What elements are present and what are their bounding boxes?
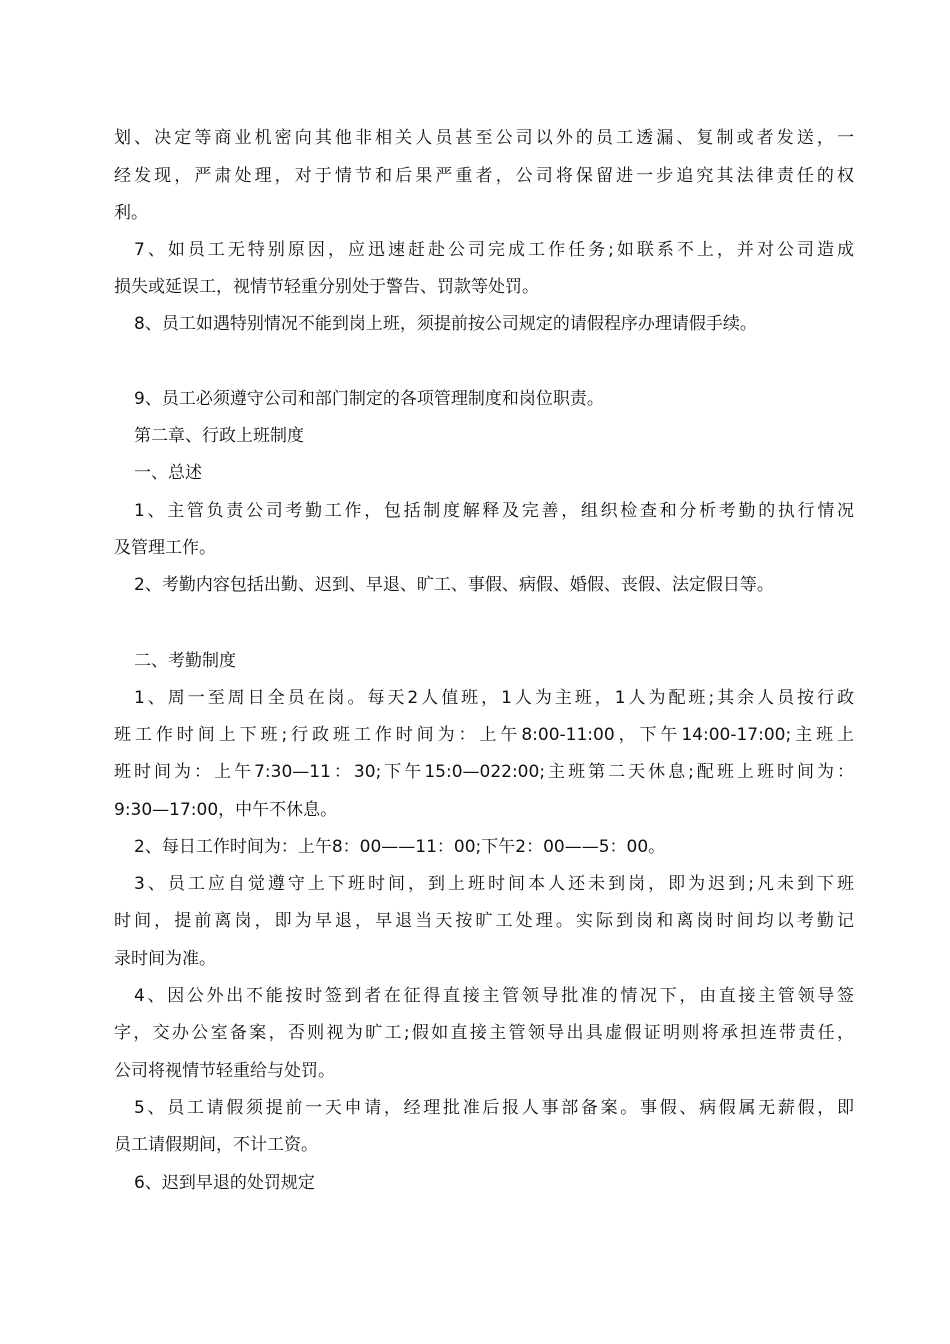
paragraph-line: 4、因公外出不能按时签到者在征得直接主管领导批准的情况下，由直接主管领导签	[134, 986, 854, 1006]
section-heading: 一、总述	[134, 463, 202, 483]
paragraph-line: 经发现，严肃处理，对于情节和后果严重者，公司将保留进一步追究其法律责任的权	[114, 166, 854, 186]
paragraph-line: 2、考勤内容包括出勤、迟到、早退、旷工、事假、病假、婚假、丧假、法定假日等。	[134, 575, 774, 595]
paragraph-line: 5、员工请假须提前一天申请，经理批准后报人事部备案。事假、病假属无薪假，即	[134, 1098, 854, 1118]
paragraph-line: 1、周一至周日全员在岗。每天2人值班，1人为主班，1人为配班;其余人员按行政	[134, 688, 854, 708]
paragraph-line: 班工作时间上下班;行政班工作时间为：上午8:00-11:00，下午14:00-17:00;主班上	[114, 725, 854, 745]
paragraph-line: 划、决定等商业机密向其他非相关人员甚至公司以外的员工透漏、复制或者发送，一	[114, 128, 854, 148]
paragraph-line: 3、员工应自觉遵守上下班时间，到上班时间本人还未到岗，即为迟到;凡未到下班	[134, 874, 854, 894]
paragraph-line: 损失或延误工，视情节轻重分别处于警告、罚款等处罚。	[114, 277, 539, 297]
paragraph-line: 班时间为：上午7:30—11：30;下午15:0—022:00;主班第二天休息;配班上班时间为：	[114, 762, 854, 782]
paragraph-line: 1、主管负责公司考勤工作，包括制度解释及完善，组织检查和分析考勤的执行情况	[134, 501, 854, 521]
paragraph-line: 6、迟到早退的处罚规定	[134, 1173, 315, 1193]
paragraph-line: 7、如员工无特别原因，应迅速赶赴公司完成工作任务;如联系不上，并对公司造成	[134, 240, 854, 260]
paragraph-line: 录时间为准。	[114, 949, 216, 969]
chapter-heading: 第二章、行政上班制度	[134, 426, 304, 446]
paragraph-line: 及管理工作。	[114, 538, 216, 558]
paragraph-line: 公司将视情节轻重给与处罚。	[114, 1061, 335, 1081]
paragraph-line: 员工请假期间，不计工资。	[114, 1135, 318, 1155]
section-heading: 二、考勤制度	[134, 651, 236, 671]
paragraph-line: 9、员工必须遵守公司和部门制定的各项管理制度和岗位职责。	[134, 389, 604, 409]
paragraph-line: 8、员工如遇特别情况不能到岗上班，须提前按公司规定的请假程序办理请假手续。	[134, 314, 757, 334]
paragraph-line: 字，交办公室备案，否则视为旷工;假如直接主管领导出具虚假证明则将承担连带责任，	[114, 1023, 854, 1043]
paragraph-line: 时间，提前离岗，即为早退，早退当天按旷工处理。实际到岗和离岗时间均以考勤记	[114, 911, 854, 931]
paragraph-line: 2、每日工作时间为：上午8：00——11：00;下午2：00——5：00。	[134, 837, 666, 857]
paragraph-line: 9:30—17:00，中午不休息。	[114, 800, 338, 820]
paragraph-line: 利。	[114, 203, 148, 223]
